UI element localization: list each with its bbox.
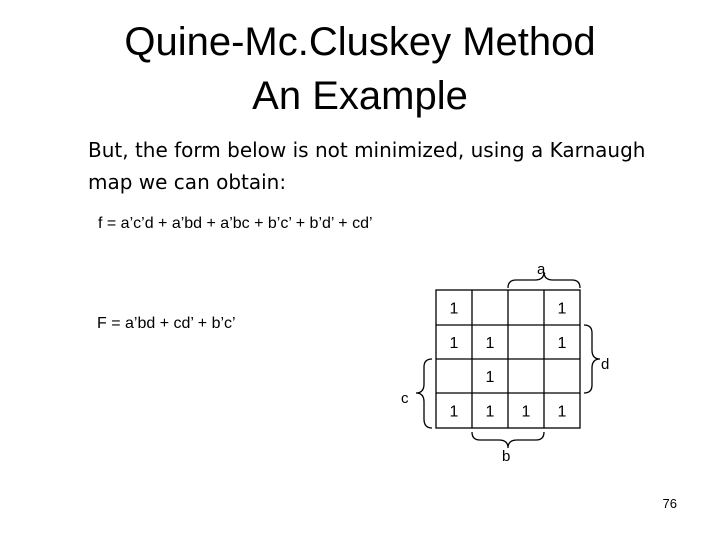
- formula-F-minimized: F = a’bd + cd’ + b’c’: [97, 315, 236, 332]
- slide-title-line1: Quine-Mc.Cluskey Method: [124, 20, 596, 64]
- kmap-cell-r1-c0: 1: [449, 335, 459, 352]
- label-c: c: [401, 390, 409, 407]
- slide-title-line2: An Example: [252, 74, 468, 118]
- formula-f: f = a’c’d + a’bd + a’bc + b’c’ + b’d’ + cd’: [98, 215, 373, 232]
- label-d: d: [601, 356, 610, 373]
- kmap-cell-r3-c0: 1: [449, 403, 459, 421]
- kmap-cell-r3-c3: 1: [557, 403, 567, 421]
- brace-b: [472, 432, 544, 448]
- brace-c: [416, 359, 432, 428]
- page-number: 76: [662, 496, 677, 511]
- kmap-cell-r2-c1: 1: [485, 369, 495, 386]
- kmap-cell-r3-c2: 1: [521, 403, 531, 421]
- kmap-cell-r0-c0: 1: [449, 300, 459, 318]
- kmap-cell-r3-c1: 1: [485, 403, 495, 421]
- brace-d: [584, 325, 600, 393]
- label-b: b: [502, 448, 511, 465]
- kmap-cell-r0-c3: 1: [557, 300, 567, 318]
- label-a: a: [537, 261, 546, 278]
- kmap-cell-r1-c1: 1: [485, 335, 495, 352]
- kmap-cell-r1-c3: 1: [557, 335, 567, 352]
- intro-paragraph: But, the form below is not minimized, using a Karnaugh map we can obtain:: [88, 138, 646, 194]
